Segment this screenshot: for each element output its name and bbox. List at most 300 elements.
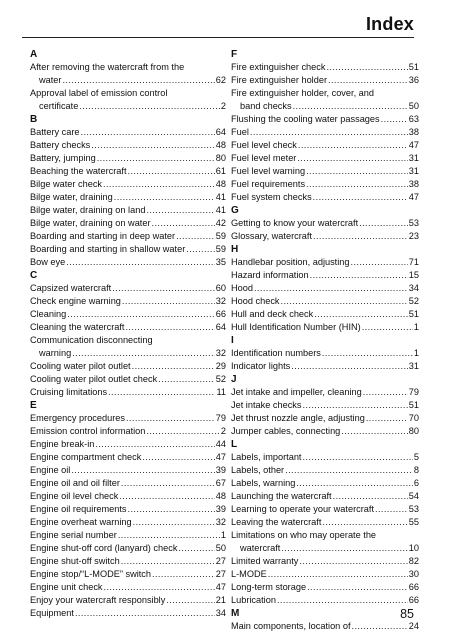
dot-leader: [302, 399, 407, 412]
index-entry-page: 62: [215, 75, 226, 85]
index-entry: [30, 464, 226, 477]
index-entry: [30, 490, 226, 503]
index-entry: [231, 555, 419, 568]
dot-leader: [125, 321, 214, 334]
index-entry-label: Hood check: [231, 296, 280, 306]
index-entry-label: warning: [39, 348, 72, 358]
index-entry: [231, 269, 419, 282]
index-entry-label: Fuel system checks: [231, 192, 312, 202]
index-entry: [231, 581, 419, 594]
index-entry-page: 61: [215, 166, 226, 176]
index-entry-label: Capsized watercraft: [30, 283, 112, 293]
index-entry-page: 59: [215, 231, 226, 241]
index-entry-label: Engine overheat warning: [30, 517, 132, 527]
index-entry: [231, 230, 419, 243]
index-entry-page: 8: [413, 465, 419, 475]
dot-leader: [250, 126, 408, 139]
dot-leader: [133, 516, 215, 529]
index-entry: [30, 594, 226, 607]
index-entry: [30, 100, 226, 113]
dot-leader: [75, 607, 215, 620]
index-entry-label: Boarding and starting in deep water: [30, 231, 176, 241]
index-entry-page: 64: [215, 127, 226, 137]
index-entry-label: Jet intake checks: [231, 400, 302, 410]
index-entry-label: Equipment: [30, 608, 74, 618]
index-entry: [30, 282, 226, 295]
index-entry-label: Engine oil: [30, 465, 71, 475]
index-entry-label: Jet intake and impeller, cleaning: [231, 387, 362, 397]
dot-leader: [121, 477, 215, 490]
index-entry: [231, 113, 419, 126]
index-entry-label: Cruising limitations: [30, 387, 108, 397]
index-entry-page: 38: [408, 127, 419, 137]
index-entry-text: Limitations on who may operate the: [231, 530, 377, 540]
index-entry-label: Bilge water, draining on land: [30, 205, 146, 215]
dot-leader: [66, 256, 215, 269]
dot-leader: [142, 451, 214, 464]
index-entry-page: 47: [408, 140, 419, 150]
index-entry: [231, 282, 419, 295]
index-entry-label: Labels, other: [231, 465, 285, 475]
dot-leader: [306, 165, 408, 178]
index-letter-heading: H: [231, 244, 239, 255]
dot-leader: [108, 386, 215, 399]
index-entry: [231, 321, 419, 334]
index-entry-page: 79: [408, 387, 419, 397]
index-entry-label: Engine oil level check: [30, 491, 119, 501]
index-entry-label: Leaving the watercraft: [231, 517, 322, 527]
index-entry: [231, 61, 419, 74]
dot-leader: [363, 386, 408, 399]
index-letter-heading: F: [231, 49, 238, 60]
dot-leader: [362, 321, 413, 334]
index-entry: [231, 399, 419, 412]
index-entry: [30, 217, 226, 230]
dot-leader: [313, 191, 408, 204]
index-entry-page: 66: [215, 309, 226, 319]
index-entry-label: Getting to know your watercraft: [231, 218, 359, 228]
index-entry-label: Jet thrust nozzle angle, adjusting: [231, 413, 365, 423]
index-entry: [231, 217, 419, 230]
index-entry-page: 15: [408, 270, 419, 280]
index-entry-label: Launching the watercraft: [231, 491, 332, 501]
index-entry-page: 35: [215, 257, 226, 267]
index-entry-label: Battery, jumping: [30, 153, 96, 163]
index-entry-page: 59: [215, 244, 226, 254]
index-entry-page: 64: [215, 322, 226, 332]
index-entry-page: 52: [215, 374, 226, 384]
index-entry-label: Fuel level warning: [231, 166, 306, 176]
index-entry: [30, 230, 226, 243]
index-entry-page: 31: [408, 361, 419, 371]
dot-leader: [310, 269, 408, 282]
index-entry: [231, 360, 419, 373]
index-entry: [30, 360, 226, 373]
index-entry: [30, 503, 226, 516]
index-entry-label: Fuel requirements: [231, 179, 306, 189]
index-entry: [231, 503, 419, 516]
index-entry-page: 10: [408, 543, 419, 553]
index-entry-label: Engine shut-off cord (lanyard) check: [30, 543, 178, 553]
index-entry: [231, 451, 419, 464]
index-entry: [231, 295, 419, 308]
index-entry: [30, 321, 226, 334]
dot-leader: [128, 165, 215, 178]
index-entry-page: 52: [408, 296, 419, 306]
index-entry: [30, 74, 226, 87]
index-entry: [231, 516, 419, 529]
dot-leader: [297, 152, 407, 165]
index-entry: [231, 620, 419, 633]
dot-leader: [146, 204, 214, 217]
index-entry-label: certificate: [39, 101, 79, 111]
index-entry-label: Learning to operate your watercraft: [231, 504, 374, 514]
index-entry-label: Emission control information: [30, 426, 146, 436]
index-entry-label: Limited warranty: [231, 556, 299, 566]
dot-leader: [322, 347, 413, 360]
dot-leader: [112, 282, 215, 295]
index-entry-page: 36: [408, 75, 419, 85]
dot-leader: [158, 373, 215, 386]
index-entry-label: Flushing the cooling water passages: [231, 114, 380, 124]
index-entry-label: Cooling water pilot outlet: [30, 361, 131, 371]
dot-leader: [103, 178, 215, 191]
index-entry: [30, 581, 226, 594]
dot-leader: [121, 555, 215, 568]
index-entry: [231, 191, 419, 204]
dot-leader: [314, 308, 408, 321]
index-entry-page: 48: [215, 179, 226, 189]
index-entry: [30, 139, 226, 152]
dot-leader: [352, 620, 408, 633]
index-entry-label: L-MODE: [231, 569, 267, 579]
dot-leader: [306, 178, 408, 191]
dot-leader: [298, 139, 408, 152]
dot-leader: [119, 490, 214, 503]
index-entry-label: Bow eye: [30, 257, 66, 267]
index-entry-page: 32: [215, 348, 226, 358]
index-entry: [30, 204, 226, 217]
header-rule: [22, 37, 414, 38]
index-letter-heading: E: [30, 400, 37, 411]
dot-leader: [178, 542, 214, 555]
index-entry-page: 60: [215, 283, 226, 293]
index-entry: [231, 477, 419, 490]
index-entry-label: Bilge water, draining: [30, 192, 113, 202]
dot-leader: [118, 529, 220, 542]
index-letter-heading: A: [30, 49, 38, 60]
index-letter-heading: B: [30, 114, 38, 125]
index-entry-page: 38: [408, 179, 419, 189]
index-entry: [30, 451, 226, 464]
index-entry-page: 34: [215, 608, 226, 618]
index-entry-label: Emergency procedures: [30, 413, 125, 423]
index-entry: [30, 256, 226, 269]
index-entry-label: Fuel level check: [231, 140, 297, 150]
dot-leader: [351, 256, 408, 269]
index-entry-page: 54: [408, 491, 419, 501]
index-entry-label: Battery checks: [30, 140, 91, 150]
index-entry-label: Boarding and starting in shallow water: [30, 244, 186, 254]
dot-leader: [268, 568, 408, 581]
index-entry-text: Approval label of emission control: [30, 88, 168, 98]
index-entry-label: Lubrication: [231, 595, 276, 605]
dot-leader: [307, 581, 408, 594]
index-entry-page: 34: [408, 283, 419, 293]
index-entry-label: Check engine warning: [30, 296, 121, 306]
index-entry-page: 47: [408, 192, 419, 202]
index-entry-label: Cooling water pilot outlet check: [30, 374, 158, 384]
index-entry: [30, 152, 226, 165]
index-entry-page: 44: [215, 439, 226, 449]
index-entry-label: Engine oil requirements: [30, 504, 127, 514]
index-entry: [30, 191, 226, 204]
index-entry-label: Long-term storage: [231, 582, 307, 592]
index-entry: [30, 529, 226, 542]
index-entry: [231, 152, 419, 165]
index-entry-page: 1: [413, 348, 419, 358]
dot-leader: [313, 230, 408, 243]
index-entry-page: 51: [408, 400, 419, 410]
index-entry-page: 27: [215, 556, 226, 566]
index-entry-page: 2: [220, 426, 226, 436]
index-entry: [231, 100, 419, 113]
dot-leader: [359, 217, 408, 230]
dot-leader: [72, 347, 215, 360]
index-entry-page: 5: [413, 452, 419, 462]
index-entry-label: Engine unit check: [30, 582, 103, 592]
index-entry: [30, 165, 226, 178]
index-entry-page: 80: [408, 426, 419, 436]
dot-leader: [95, 438, 214, 451]
index-entry-page: 29: [215, 361, 226, 371]
index-entry: [231, 126, 419, 139]
index-entry-page: 39: [215, 504, 226, 514]
index-entry-label: Hood: [231, 283, 253, 293]
dot-leader: [328, 74, 408, 87]
dot-leader: [333, 490, 408, 503]
dot-leader: [176, 230, 215, 243]
index-entry-label: Identification numbers: [231, 348, 321, 358]
index-entry-label: Labels, important: [231, 452, 302, 462]
dot-leader: [277, 594, 408, 607]
index-entry: [30, 425, 226, 438]
index-entry: [30, 568, 226, 581]
index-entry-label: Handlebar position, adjusting: [231, 257, 350, 267]
index-entry-text: Communication disconnecting: [30, 335, 153, 345]
dot-leader: [381, 113, 408, 126]
dot-leader: [302, 451, 412, 464]
index-entry-label: Fire extinguisher check: [231, 62, 326, 72]
index-entry-label: Engine break-in: [30, 439, 95, 449]
index-entry-page: 31: [408, 153, 419, 163]
index-entry-page: 51: [408, 309, 419, 319]
index-entry-label: watercraft: [240, 543, 281, 553]
index-entry-label: Enjoy your watercraft responsibly: [30, 595, 166, 605]
index-entry: [231, 412, 419, 425]
index-letter-heading: I: [231, 335, 234, 346]
index-entry-page: 41: [215, 192, 226, 202]
index-entry: [30, 347, 226, 360]
index-letter-heading: G: [231, 205, 239, 216]
index-entry-page: 80: [215, 153, 226, 163]
index-entry: [231, 594, 419, 607]
dot-leader: [126, 412, 215, 425]
index-entry: [30, 477, 226, 490]
index-entry-page: 1: [220, 530, 226, 540]
dot-leader: [79, 100, 220, 113]
dot-leader: [104, 581, 215, 594]
index-entry-page: 31: [408, 166, 419, 176]
dot-leader: [299, 555, 407, 568]
index-entry: [231, 425, 419, 438]
dot-leader: [67, 308, 215, 321]
page-number: 85: [400, 607, 414, 621]
index-entry: [30, 308, 226, 321]
index-entry-page: 53: [408, 504, 419, 514]
dot-leader: [114, 191, 215, 204]
index-entry: [30, 555, 226, 568]
index-entry-label: Hull Identification Number (HIN): [231, 322, 361, 332]
index-entry-page: 21: [215, 595, 226, 605]
dot-leader: [293, 100, 408, 113]
dot-leader: [71, 464, 214, 477]
index-entry-label: Battery care: [30, 127, 80, 137]
index-entry-page: 24: [408, 621, 419, 631]
index-entry-page: 6: [413, 478, 419, 488]
index-entry-label: Indicator lights: [231, 361, 291, 371]
index-entry-label: Fuel: [231, 127, 249, 137]
dot-leader: [146, 425, 219, 438]
index-entry-page: 42: [215, 218, 226, 228]
dot-leader: [285, 464, 413, 477]
index-entry-page: 23: [408, 231, 419, 241]
index-entry: [231, 74, 419, 87]
index-entry: [30, 412, 226, 425]
index-entry: [231, 386, 419, 399]
index-entry: [30, 295, 226, 308]
dot-leader: [281, 542, 407, 555]
index-entry-page: 51: [408, 62, 419, 72]
index-entry-page: 55: [408, 517, 419, 527]
dot-leader: [254, 282, 408, 295]
dot-leader: [166, 594, 214, 607]
index-entry-page: 63: [408, 114, 419, 124]
index-entry: [30, 607, 226, 620]
index-entry: [231, 256, 419, 269]
dot-leader: [296, 477, 413, 490]
index-letter-heading: M: [231, 608, 240, 619]
index-entry: [30, 438, 226, 451]
index-entry-label: Engine serial number: [30, 530, 117, 540]
index-entry-page: 71: [408, 257, 419, 267]
dot-leader: [62, 74, 214, 87]
index-column-right: [231, 48, 419, 633]
index-entry-label: Bilge water, draining on water: [30, 218, 151, 228]
index-entry-label: Cleaning the watercraft: [30, 322, 125, 332]
index-entry-label: Labels, warning: [231, 478, 296, 488]
dot-leader: [322, 516, 407, 529]
index-entry-label: Engine stop/“L-MODE” switch: [30, 569, 152, 579]
index-entry-page: 47: [215, 452, 226, 462]
index-entry: [231, 464, 419, 477]
index-entry-text: Fire extinguisher holder, cover, and: [231, 88, 374, 98]
dot-leader: [341, 425, 407, 438]
index-entry-label: Engine shut-off switch: [30, 556, 120, 566]
dot-leader: [132, 360, 215, 373]
page-title: Index: [365, 14, 414, 34]
index-entry-text: After removing the watercraft from the: [30, 62, 185, 72]
index-entry: [231, 165, 419, 178]
dot-leader: [366, 412, 408, 425]
index-entry-page: 82: [408, 556, 419, 566]
index-entry: [30, 516, 226, 529]
index-entry-label: Fire extinguisher holder: [231, 75, 328, 85]
index-entry: [30, 126, 226, 139]
index-entry-label: Hazard information: [231, 270, 309, 280]
index-entry-page: 11: [216, 387, 226, 397]
index-entry-page: 79: [215, 413, 226, 423]
dot-leader: [291, 360, 408, 373]
index-entry-label: Bilge water check: [30, 179, 103, 189]
index-entry-page: 48: [215, 140, 226, 150]
dot-leader: [97, 152, 215, 165]
index-entry: [231, 139, 419, 152]
index-entry: [30, 386, 226, 399]
index-entry-label: Cleaning: [30, 309, 67, 319]
index-entry: [231, 490, 419, 503]
index-entry-label: Beaching the watercraft: [30, 166, 127, 176]
index-entry: [30, 243, 226, 256]
index-entry-page: 2: [220, 101, 226, 111]
index-entry-page: 53: [408, 218, 419, 228]
index-column-left: [30, 48, 226, 620]
index-entry-page: 27: [215, 569, 226, 579]
index-entry-page: 30: [408, 569, 419, 579]
dot-leader: [186, 243, 215, 256]
index-entry: [30, 542, 226, 555]
index-entry: [231, 568, 419, 581]
index-entry-page: 67: [215, 478, 226, 488]
index-entry: [30, 373, 226, 386]
index-letter-heading: C: [30, 270, 38, 281]
dot-leader: [281, 295, 408, 308]
index-entry-label: Engine compartment check: [30, 452, 142, 462]
index-entry: [231, 308, 419, 321]
index-entry-page: 50: [215, 543, 226, 553]
dot-leader: [91, 139, 215, 152]
index-entry: [231, 542, 419, 555]
index-entry-label: Glossary, watercraft: [231, 231, 313, 241]
index-entry-label: band checks: [240, 101, 292, 111]
index-entry: [231, 347, 419, 360]
dot-leader: [152, 217, 215, 230]
index-letter-heading: L: [231, 439, 238, 450]
index-entry-label: Engine oil and oil filter: [30, 478, 120, 488]
dot-leader: [152, 568, 215, 581]
index-entry-page: 50: [408, 101, 419, 111]
index-entry-page: 47: [215, 582, 226, 592]
index-entry-page: 70: [408, 413, 419, 423]
index-entry-label: Hull and deck check: [231, 309, 314, 319]
index-entry-page: 66: [408, 582, 419, 592]
dot-leader: [122, 295, 215, 308]
index-entry-label: water: [39, 75, 62, 85]
index-entry-page: 1: [413, 322, 419, 332]
index-entry-page: 48: [215, 491, 226, 501]
index-letter-heading: J: [231, 374, 237, 385]
index-entry-page: 32: [215, 296, 226, 306]
